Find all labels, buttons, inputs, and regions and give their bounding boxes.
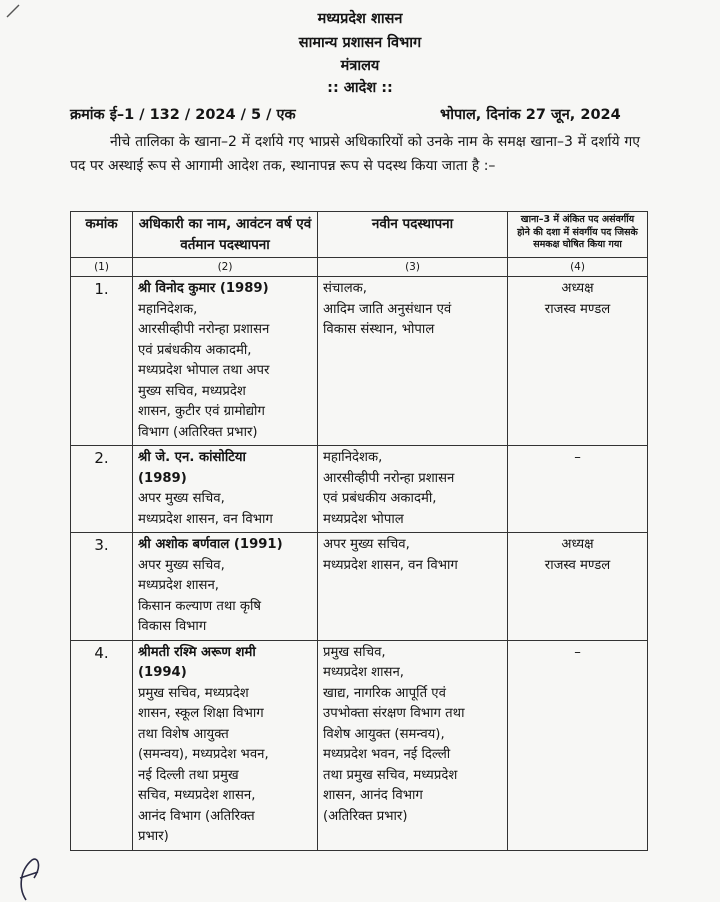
new-posting-line: प्रमुख सचिव, bbox=[323, 644, 386, 660]
current-posting-line: मुख्य सचिव, मध्यप्रदेश bbox=[138, 383, 246, 399]
header-ministry: मंत्रालय bbox=[340, 58, 380, 74]
officer-name: श्री विनोद कुमार (1989) bbox=[138, 281, 269, 296]
column-number-row bbox=[71, 258, 648, 277]
current-posting-line: महानिदेशक, bbox=[138, 301, 198, 317]
new-posting-line: मध्यप्रदेश भोपाल bbox=[323, 511, 404, 527]
officer-cell bbox=[133, 640, 318, 850]
new-posting-line: आदिम जाति अनुसंधान एवं bbox=[323, 301, 452, 317]
officer-name: श्रीमती रश्मि अरूण शमी bbox=[138, 644, 256, 660]
current-posting-line: अपर मुख्य सचिव, bbox=[138, 557, 225, 573]
header-department: सामान्य प्रशासन विभाग bbox=[298, 35, 422, 51]
table-row bbox=[71, 446, 648, 533]
current-posting-line: किसान कल्याण तथा कृषि bbox=[138, 598, 262, 614]
order-intro-paragraph: नीचे तालिका के खाना–2 में दर्शाये गए भाप्रसे अधिकारियों को उनके नाम के समक्ष खाना–3 में दर्शाये गए पद पर अस्थाई रूप से आगामी आदेश तक, स्थानापन्न रूप से पदस्थ किया जाता है :– bbox=[70, 134, 640, 174]
new-posting-line: तथा प्रमुख सचिव, मध्यप्रदेश bbox=[323, 767, 458, 783]
order-number: क्रमांक ई–1 / 132 / 2024 / 5 / एक bbox=[70, 107, 296, 123]
current-posting-line: (समन्वय), मध्यप्रदेश भवन, bbox=[138, 747, 269, 762]
table-row bbox=[71, 277, 648, 446]
serial-number: 1. bbox=[71, 277, 133, 446]
new-posting-line: आरसीव्हीपी नरोन्हा प्रशासन bbox=[323, 470, 455, 486]
new-posting-line: विकास संस्थान, भोपाल bbox=[323, 322, 435, 337]
new-posting-line: शासन, आनंद विभाग bbox=[323, 788, 423, 803]
column-number: (4) bbox=[508, 258, 648, 277]
equivalent-post-line: अध्यक्ष bbox=[561, 537, 594, 552]
column-number: (1) bbox=[71, 258, 133, 277]
officer-cell bbox=[133, 533, 318, 641]
new-posting-cell bbox=[318, 277, 508, 446]
equivalent-post-cell bbox=[508, 446, 648, 533]
new-posting-line: मध्यप्रदेश शासन, bbox=[323, 665, 404, 680]
column-number: (2) bbox=[133, 258, 318, 277]
new-posting-line: एवं प्रबंधकीय अकादमी, bbox=[323, 491, 437, 506]
equivalent-post-line: अध्यक्ष bbox=[561, 281, 594, 296]
officer-name: श्री अशोक बर्णवाल (1991) bbox=[138, 537, 283, 552]
serial-number: 3. bbox=[71, 533, 133, 641]
equivalent-post-cell bbox=[508, 640, 648, 850]
header-order-title: :: आदेश :: bbox=[327, 80, 393, 96]
header-serial: कमांक bbox=[71, 212, 133, 258]
current-posting-line: एवं प्रबंधकीय अकादमी, bbox=[138, 342, 252, 358]
officer-allotment-year: (1989) bbox=[138, 470, 187, 486]
new-posting-line: उपभोक्ता संरक्षण विभाग तथा bbox=[323, 706, 465, 721]
header-government: मध्यप्रदेश शासन bbox=[317, 11, 403, 27]
current-posting-line: मध्यप्रदेश भोपाल तथा अपर bbox=[138, 363, 270, 378]
current-posting-line: प्रभार) bbox=[138, 829, 169, 844]
new-posting-cell bbox=[318, 446, 508, 533]
header-officer: अधिकारी का नाम, आवंटन वर्ष एवं वर्तमान पदस्थापना bbox=[133, 212, 318, 258]
equivalent-post-line: – bbox=[574, 644, 581, 660]
current-posting-line: तथा विशेष आयुक्त bbox=[138, 726, 229, 742]
current-posting-line: मध्यप्रदेश शासन, वन विभाग bbox=[138, 511, 273, 527]
new-posting-line: मध्यप्रदेश शासन, वन विभाग bbox=[323, 557, 458, 573]
new-posting-line: अपर मुख्य सचिव, bbox=[323, 537, 410, 552]
current-posting-line: नई दिल्ली तथा प्रमुख bbox=[138, 767, 239, 783]
equivalent-post-cell bbox=[508, 277, 648, 446]
new-posting-cell bbox=[318, 640, 508, 850]
posting-table bbox=[70, 211, 648, 851]
current-posting-line: अपर मुख्य सचिव, bbox=[138, 491, 225, 506]
serial-number: 4. bbox=[71, 640, 133, 850]
current-posting-line: प्रमुख सचिव, मध्यप्रदेश bbox=[138, 685, 249, 701]
table-row bbox=[71, 640, 648, 850]
current-posting-line: आनंद विभाग (अतिरिक्त bbox=[138, 808, 255, 824]
current-posting-line: विकास विभाग bbox=[138, 619, 207, 634]
new-posting-line: (अतिरिक्त प्रभार) bbox=[323, 808, 408, 824]
current-posting-line: शासन, कुटीर एवं ग्रामोद्योग bbox=[138, 404, 265, 419]
equivalent-post-cell bbox=[508, 533, 648, 641]
current-posting-line: आरसीव्हीपी नरोन्हा प्रशासन bbox=[138, 322, 270, 337]
column-number: (3) bbox=[318, 258, 508, 277]
table-row bbox=[71, 533, 648, 641]
officer-cell bbox=[133, 446, 318, 533]
new-posting-line: संचालक, bbox=[323, 281, 367, 296]
new-posting-line: खाद्य, नागरिक आपूर्ति एवं bbox=[323, 685, 446, 701]
new-posting-line: मध्यप्रदेश भवन, नई दिल्ली bbox=[323, 747, 451, 762]
officer-allotment-year: (1994) bbox=[138, 665, 187, 680]
equivalent-post-line: राजस्व मण्डल bbox=[544, 301, 611, 317]
table-header-row bbox=[71, 212, 648, 258]
new-posting-line: महानिदेशक, bbox=[323, 450, 383, 465]
new-posting-line: विशेष आयुक्त (समन्वय), bbox=[323, 726, 445, 742]
officer-cell bbox=[133, 277, 318, 446]
equivalent-post-line: – bbox=[574, 450, 581, 465]
current-posting-line: मध्यप्रदेश शासन, bbox=[138, 578, 219, 593]
current-posting-line: शासन, स्कूल शिक्षा विभाग bbox=[138, 706, 264, 721]
header-equivalent-post: खाना–3 में अंकित पद असंवर्गीय होने की दशा में संवर्गीय पद जिसके समकक्ष घोषित किया गया bbox=[508, 212, 648, 258]
new-posting-cell bbox=[318, 533, 508, 641]
current-posting-line: विभाग (अतिरिक्त प्रभार) bbox=[138, 424, 258, 440]
equivalent-post-line: राजस्व मण्डल bbox=[544, 557, 611, 573]
serial-number: 2. bbox=[71, 446, 133, 533]
header-new-posting: नवीन पदस्थापना bbox=[318, 212, 508, 258]
current-posting-line: सचिव, मध्यप्रदेश शासन, bbox=[138, 788, 256, 803]
order-place-date: भोपाल, दिनांक 27 जून, 2024 bbox=[440, 107, 621, 123]
signature-mark bbox=[12, 848, 56, 902]
officer-name: श्री जे. एन. कांसोटिया bbox=[138, 450, 246, 465]
